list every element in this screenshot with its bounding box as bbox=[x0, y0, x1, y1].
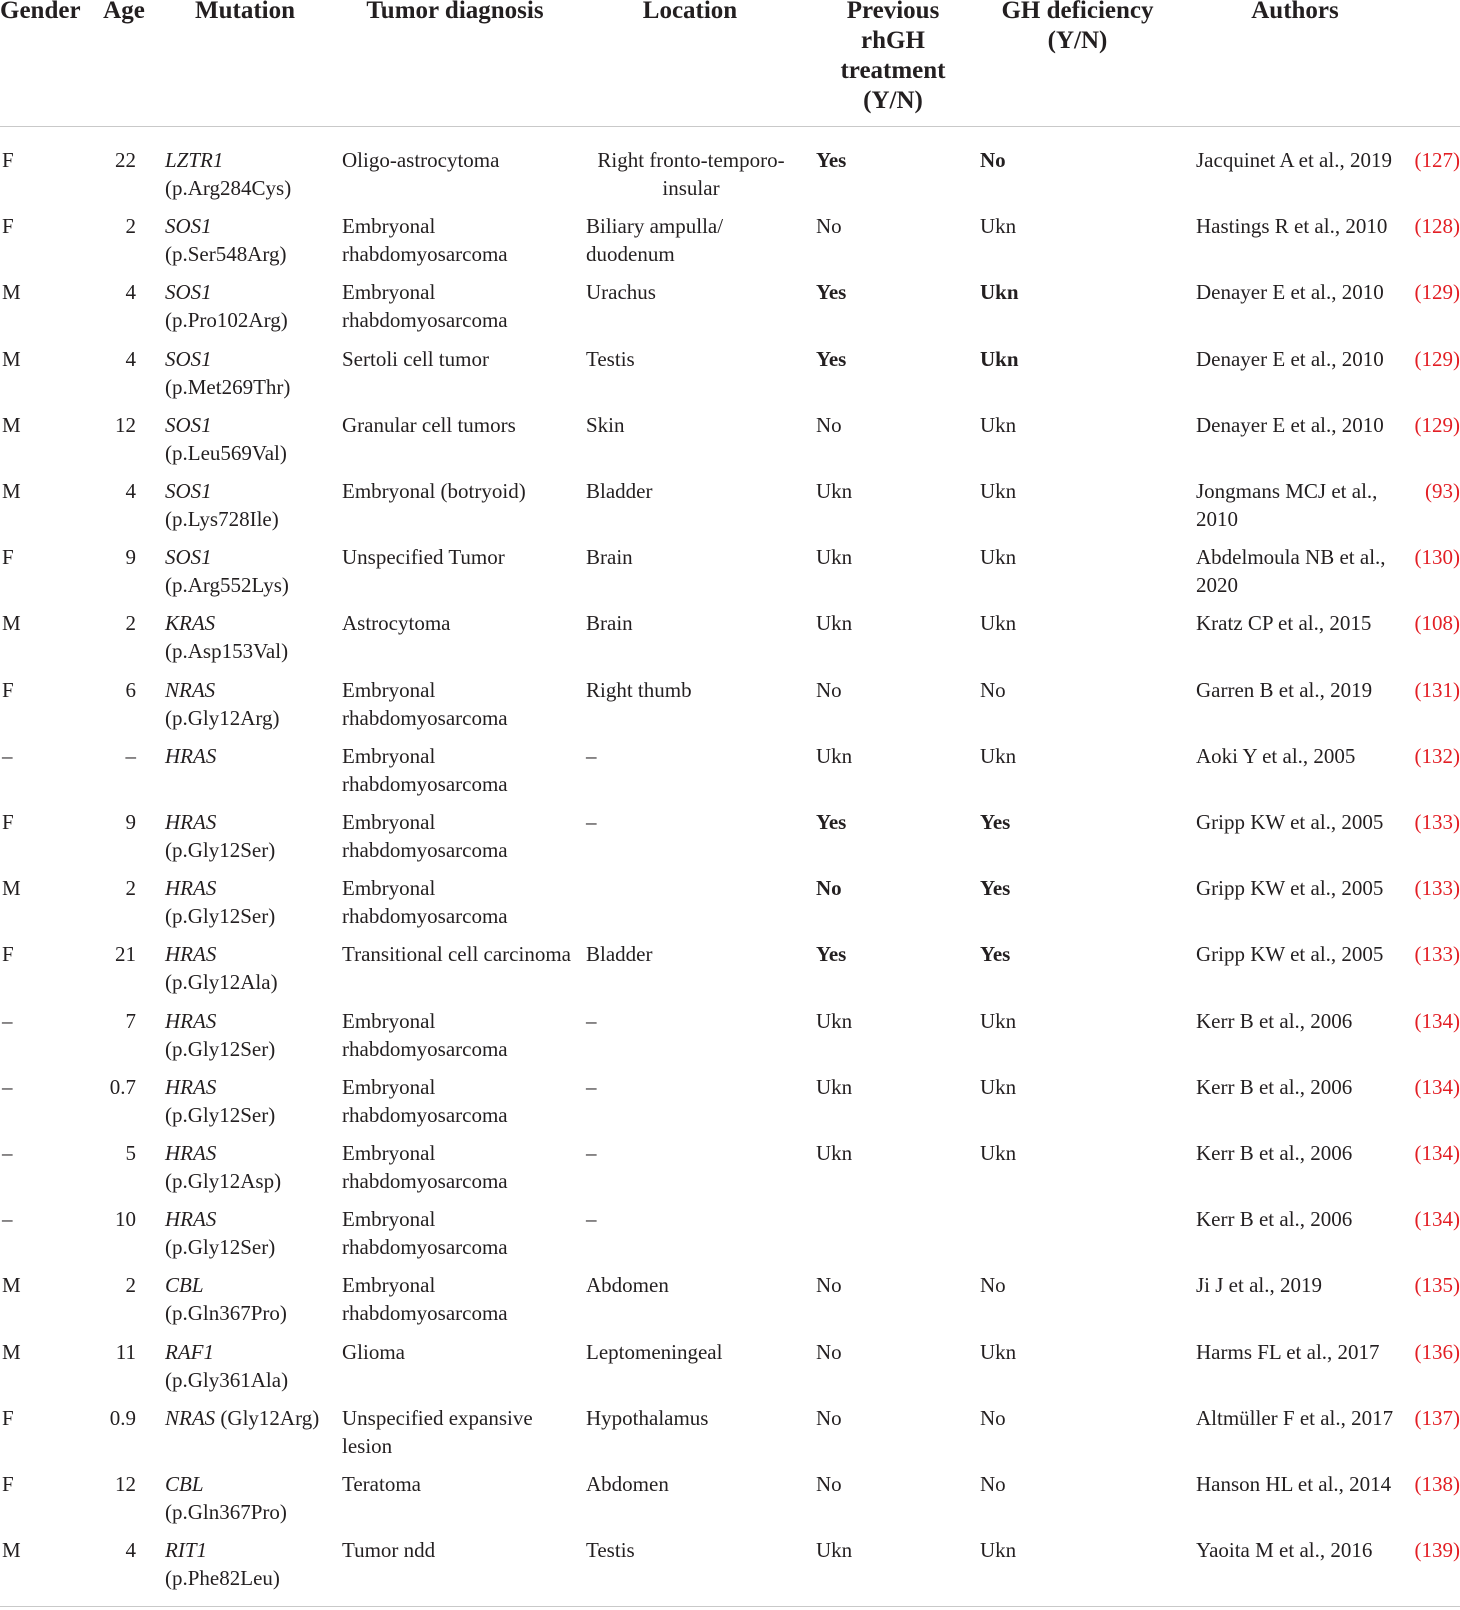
cell-tumor-diagnosis: Embryonal rhabdomyosarcoma bbox=[342, 1207, 508, 1260]
cell-location: Bladder bbox=[586, 942, 653, 967]
table-row bbox=[0, 595, 1460, 664]
table-row bbox=[0, 860, 1460, 929]
protein-variant: (p.Leu569Val) bbox=[165, 440, 287, 465]
cell-tumor-diagnosis: Embryonal rhabdomyosarcoma bbox=[342, 743, 508, 796]
cell-gh-deficiency: No bbox=[980, 148, 1006, 172]
cell-reference: (134) bbox=[1414, 1141, 1460, 1165]
protein-variant: (p.Asp153Val) bbox=[165, 639, 289, 664]
cell-age: 4 bbox=[125, 346, 136, 371]
cell-tumor-diagnosis: Embryonal rhabdomyosarcoma bbox=[342, 1273, 508, 1326]
gene-name: HRAS bbox=[165, 1008, 217, 1033]
bottom-rule bbox=[0, 1606, 1460, 1607]
cell-location: – bbox=[586, 1074, 597, 1099]
cell-tumor-diagnosis: Unspecified Tumor bbox=[342, 545, 505, 570]
header-rule bbox=[0, 126, 1460, 127]
cell-mutation bbox=[165, 1139, 330, 1195]
gene-name: NRAS bbox=[165, 1405, 216, 1430]
gene-name: HRAS bbox=[165, 1141, 217, 1165]
table-row bbox=[0, 463, 1460, 529]
cell-previous-rhgh: No bbox=[816, 1472, 842, 1496]
gene-name: HRAS bbox=[165, 1207, 217, 1232]
cell-mutation bbox=[165, 1536, 330, 1592]
cell-tumor-diagnosis: Tumor ndd bbox=[342, 1538, 436, 1563]
cell-reference: (129) bbox=[1414, 346, 1460, 371]
cell-reference: (129) bbox=[1414, 280, 1460, 305]
protein-variant: (p.Gln367Pro) bbox=[165, 1500, 287, 1524]
cell-gh-deficiency: Ukn bbox=[980, 611, 1017, 636]
protein-variant: (p.Gly12Ser) bbox=[165, 838, 276, 862]
table-row bbox=[0, 529, 1460, 598]
protein-variant: (p.Gly12Ser) bbox=[165, 904, 276, 929]
gene-name: LZTR1 bbox=[165, 148, 224, 172]
cell-authors: Gripp KW et al., 2005 bbox=[1196, 810, 1384, 834]
cell-gh-deficiency: Yes bbox=[980, 942, 1011, 967]
gene-name: SOS1 bbox=[165, 545, 212, 570]
cell-age: 22 bbox=[115, 148, 136, 172]
cell-authors: Altmüller F et al., 2017 bbox=[1196, 1405, 1394, 1430]
cell-mutation bbox=[165, 1205, 330, 1261]
cell-mutation bbox=[165, 874, 330, 930]
cell-mutation bbox=[165, 345, 330, 401]
cell-reference: (127) bbox=[1414, 148, 1460, 172]
cell-tumor-diagnosis: Embryonal rhabdomyosarcoma bbox=[342, 1141, 508, 1193]
cell-mutation bbox=[165, 146, 330, 202]
cell-previous-rhgh: Ukn bbox=[816, 1538, 853, 1563]
cell-age: 9 bbox=[125, 810, 136, 834]
cell-gender: F bbox=[2, 810, 14, 834]
table-row bbox=[0, 198, 1460, 267]
cell-reference: (139) bbox=[1414, 1538, 1460, 1563]
cell-age: 0.9 bbox=[109, 1405, 136, 1430]
cell-gh-deficiency: Ukn bbox=[980, 1339, 1017, 1364]
cell-gender: – bbox=[2, 1207, 13, 1232]
cell-reference: (138) bbox=[1414, 1472, 1460, 1496]
cell-tumor-diagnosis: Teratoma bbox=[342, 1472, 421, 1496]
cell-previous-rhgh: Yes bbox=[816, 810, 847, 834]
cell-location: Urachus bbox=[586, 280, 656, 305]
header-location: Location bbox=[642, 0, 738, 24]
cell-previous-rhgh: Ukn bbox=[816, 1074, 853, 1099]
cell-previous-rhgh: Yes bbox=[816, 148, 847, 172]
cell-authors: Hanson HL et al., 2014 bbox=[1196, 1472, 1392, 1496]
cell-authors: Denayer E et al., 2010 bbox=[1196, 412, 1384, 437]
cell-gender: F bbox=[2, 677, 14, 702]
cell-tumor-diagnosis: Glioma bbox=[342, 1339, 405, 1364]
cell-age: 2 bbox=[125, 1273, 136, 1298]
cell-tumor-diagnosis: Embryonal rhabdomyosarcoma bbox=[342, 280, 508, 333]
cell-reference: (129) bbox=[1414, 412, 1460, 437]
cell-location: – bbox=[586, 743, 597, 768]
table-row bbox=[0, 1191, 1460, 1260]
cell-gender: F bbox=[2, 545, 14, 570]
cell-gh-deficiency: Ukn bbox=[980, 412, 1017, 437]
protein-variant: (p.Ser548Arg) bbox=[165, 242, 287, 267]
gene-name: SOS1 bbox=[165, 479, 212, 503]
cell-previous-rhgh: No bbox=[816, 876, 842, 901]
cell-mutation bbox=[165, 1007, 330, 1063]
cell-gh-deficiency: Ukn bbox=[980, 743, 1017, 768]
protein-variant: (p.Phe82Leu) bbox=[165, 1566, 280, 1591]
cell-authors: Harms FL et al., 2017 bbox=[1196, 1339, 1380, 1364]
table-row bbox=[0, 662, 1460, 728]
protein-variant: (p.Gly12Ser) bbox=[165, 1235, 276, 1260]
cell-mutation bbox=[165, 1271, 330, 1327]
cell-age: 2 bbox=[125, 611, 136, 636]
cell-location: – bbox=[586, 1008, 597, 1033]
cell-tumor-diagnosis: Sertoli cell tumor bbox=[342, 346, 489, 371]
cell-location: Brain bbox=[586, 611, 633, 636]
cell-tumor-diagnosis: Embryonal rhabdomyosarcoma bbox=[342, 810, 508, 862]
cell-authors: Garren B et al., 2019 bbox=[1196, 677, 1373, 702]
cell-previous-rhgh: Ukn bbox=[816, 611, 853, 636]
cell-gh-deficiency: No bbox=[980, 677, 1006, 702]
cell-age: 12 bbox=[115, 412, 136, 437]
table-row bbox=[0, 926, 1460, 995]
cell-authors: Jongmans MCJ et al., 2010 bbox=[1196, 479, 1378, 531]
cell-reference: (137) bbox=[1414, 1405, 1460, 1430]
cell-gender: M bbox=[2, 479, 21, 503]
cell-gh-deficiency: Ukn bbox=[980, 479, 1017, 503]
cell-previous-rhgh: Ukn bbox=[816, 743, 853, 768]
cell-age: 4 bbox=[125, 479, 136, 503]
table-row bbox=[0, 264, 1460, 333]
cell-authors: Gripp KW et al., 2005 bbox=[1196, 942, 1384, 967]
cell-reference: (133) bbox=[1414, 810, 1460, 834]
cell-gh-deficiency: No bbox=[980, 1273, 1006, 1298]
header-previous-rhgh: Previous rhGH treatment (Y/N) bbox=[840, 0, 946, 114]
gene-name: RAF1 bbox=[165, 1339, 214, 1364]
cell-previous-rhgh: No bbox=[816, 1405, 842, 1430]
cell-location: Abdomen bbox=[586, 1472, 669, 1496]
cell-gender: M bbox=[2, 1339, 21, 1364]
cell-previous-rhgh: No bbox=[816, 214, 842, 239]
gene-name: HRAS bbox=[165, 876, 217, 901]
cell-previous-rhgh: Ukn bbox=[816, 1141, 853, 1165]
cell-previous-rhgh: No bbox=[816, 412, 842, 437]
table-row bbox=[0, 1324, 1460, 1390]
cell-previous-rhgh: No bbox=[816, 1273, 842, 1298]
cell-mutation bbox=[165, 411, 330, 467]
table-row bbox=[0, 1390, 1460, 1456]
header-gh-deficiency: GH deficiency (Y/N) bbox=[1001, 0, 1154, 54]
cell-gender: M bbox=[2, 346, 21, 371]
cell-location: Right thumb bbox=[586, 677, 692, 702]
cell-previous-rhgh: Yes bbox=[816, 942, 847, 967]
cell-reference: (134) bbox=[1414, 1207, 1460, 1232]
cell-tumor-diagnosis: Oligo-astrocytoma bbox=[342, 148, 500, 172]
header-authors: Authors bbox=[1251, 0, 1339, 24]
gene-name: CBL bbox=[165, 1273, 204, 1298]
cell-mutation bbox=[165, 1073, 330, 1129]
cell-age: 5 bbox=[125, 1141, 136, 1165]
cell-authors: Kerr B et al., 2006 bbox=[1196, 1207, 1353, 1232]
cell-previous-rhgh: Yes bbox=[816, 346, 847, 371]
cell-gender: – bbox=[2, 1074, 13, 1099]
table-row bbox=[0, 794, 1460, 860]
table-row bbox=[0, 397, 1460, 463]
table-row bbox=[0, 1059, 1460, 1125]
cell-mutation bbox=[165, 1404, 330, 1432]
cell-mutation bbox=[165, 676, 330, 732]
cell-gender: M bbox=[2, 876, 21, 901]
cell-gender: – bbox=[2, 743, 13, 768]
cell-gh-deficiency: Ukn bbox=[980, 1538, 1017, 1563]
gene-name: KRAS bbox=[165, 611, 216, 636]
cell-reference: (131) bbox=[1414, 677, 1460, 702]
cell-authors: Abdelmoula NB et al., 2020 bbox=[1196, 545, 1386, 598]
header-mutation: Mutation bbox=[195, 0, 295, 24]
gene-name: SOS1 bbox=[165, 280, 212, 305]
cell-gh-deficiency: Ukn bbox=[980, 545, 1017, 570]
cell-mutation bbox=[165, 742, 330, 770]
cell-age: 6 bbox=[125, 677, 136, 702]
cell-gender: F bbox=[2, 1405, 14, 1430]
cell-gender: F bbox=[2, 214, 14, 239]
cell-previous-rhgh: Ukn bbox=[816, 479, 853, 503]
cell-location: Abdomen bbox=[586, 1273, 669, 1298]
table-row bbox=[0, 728, 1460, 794]
cell-tumor-diagnosis: Embryonal rhabdomyosarcoma bbox=[342, 1074, 508, 1127]
cell-reference: (136) bbox=[1414, 1339, 1460, 1364]
cell-reference: (134) bbox=[1414, 1008, 1460, 1033]
gene-name: CBL bbox=[165, 1472, 204, 1496]
protein-variant: (p.Gly12Ser) bbox=[165, 1102, 276, 1127]
protein-variant: (p.Met269Thr) bbox=[165, 374, 291, 399]
cell-location: Skin bbox=[586, 412, 625, 437]
cell-tumor-diagnosis: Unspecified expansive lesion bbox=[342, 1405, 533, 1458]
cell-age: 7 bbox=[125, 1008, 136, 1033]
cell-tumor-diagnosis: Transitional cell carcinoma bbox=[342, 942, 571, 967]
cell-age: 9 bbox=[125, 545, 136, 570]
cell-gh-deficiency: Ukn bbox=[980, 1141, 1017, 1165]
cell-authors: Denayer E et al., 2010 bbox=[1196, 280, 1384, 305]
cell-authors: Kerr B et al., 2006 bbox=[1196, 1074, 1353, 1099]
cell-gh-deficiency: Ukn bbox=[980, 346, 1019, 371]
protein-variant: (p.Gly12Ser) bbox=[165, 1036, 276, 1061]
cell-authors: Hastings R et al., 2010 bbox=[1196, 214, 1388, 239]
cell-gh-deficiency: Ukn bbox=[980, 214, 1017, 239]
cell-previous-rhgh: Ukn bbox=[816, 1008, 853, 1033]
cell-mutation bbox=[165, 543, 330, 599]
cell-age: 21 bbox=[115, 942, 136, 967]
cell-previous-rhgh: Ukn bbox=[816, 545, 853, 570]
table-row bbox=[0, 1456, 1460, 1522]
cell-gender: F bbox=[2, 942, 14, 967]
cell-location: Testis bbox=[586, 1538, 635, 1563]
cell-mutation bbox=[165, 1338, 330, 1394]
protein-variant: (p.Pro102Arg) bbox=[165, 308, 288, 333]
cell-age: 4 bbox=[125, 280, 136, 305]
header-tumor-diagnosis: Tumor diagnosis bbox=[366, 0, 544, 24]
gene-name: HRAS bbox=[165, 1074, 217, 1099]
cell-authors: Ji J et al., 2019 bbox=[1196, 1273, 1322, 1298]
cell-location: – bbox=[586, 1141, 597, 1165]
cell-gender: F bbox=[2, 148, 14, 172]
cell-tumor-diagnosis: Embryonal rhabdomyosarcoma bbox=[342, 677, 508, 730]
cell-reference: (135) bbox=[1414, 1273, 1460, 1298]
cell-gh-deficiency: No bbox=[980, 1472, 1006, 1496]
protein-variant: (p.Arg284Cys) bbox=[165, 176, 292, 200]
cell-authors: Gripp KW et al., 2005 bbox=[1196, 876, 1384, 901]
cell-mutation bbox=[165, 212, 330, 268]
cell-authors: Aoki Y et al., 2005 bbox=[1196, 743, 1356, 768]
cell-age: 4 bbox=[125, 1538, 136, 1563]
cell-tumor-diagnosis: Embryonal rhabdomyosarcoma bbox=[342, 214, 508, 267]
table-row bbox=[0, 132, 1460, 198]
cell-mutation bbox=[165, 1470, 330, 1526]
header-gender: Gender bbox=[0, 0, 81, 24]
cell-gender: M bbox=[2, 611, 21, 636]
cell-tumor-diagnosis: Embryonal (botryoid) bbox=[342, 479, 526, 503]
cell-age: 11 bbox=[115, 1339, 136, 1364]
cell-previous-rhgh: No bbox=[816, 677, 842, 702]
cell-gender: M bbox=[2, 1538, 21, 1563]
protein-variant: (p.Arg552Lys) bbox=[165, 573, 289, 598]
gene-name: HRAS bbox=[165, 743, 217, 768]
cell-age: 10 bbox=[115, 1207, 136, 1232]
cell-mutation bbox=[165, 477, 330, 533]
cell-location: Testis bbox=[586, 346, 635, 371]
cell-age: – bbox=[125, 743, 136, 768]
cell-gh-deficiency: Ukn bbox=[980, 1074, 1017, 1099]
protein-variant: (p.Gly12Arg) bbox=[165, 705, 280, 730]
protein-variant: (p.Gly12Ala) bbox=[165, 970, 278, 995]
cell-previous-rhgh: No bbox=[816, 1339, 842, 1364]
gene-name: SOS1 bbox=[165, 346, 212, 371]
cell-previous-rhgh: Yes bbox=[816, 280, 847, 305]
cell-reference: (133) bbox=[1414, 876, 1460, 901]
cell-authors: Yaoita M et al., 2016 bbox=[1196, 1538, 1373, 1563]
cell-age: 2 bbox=[125, 876, 136, 901]
table-row bbox=[0, 1125, 1460, 1191]
cell-location: Right fronto-temporo-insular bbox=[597, 148, 785, 200]
protein-variant: (p.Gly361Ala) bbox=[165, 1367, 289, 1392]
cell-location: – bbox=[586, 1207, 597, 1232]
cell-gender: M bbox=[2, 280, 21, 305]
cell-authors: Kerr B et al., 2006 bbox=[1196, 1141, 1353, 1165]
cell-location: Bladder bbox=[586, 479, 653, 503]
cell-age: 12 bbox=[115, 1472, 136, 1496]
cell-reference: (93) bbox=[1425, 479, 1460, 503]
gene-name: HRAS bbox=[165, 810, 217, 834]
cell-tumor-diagnosis: Astrocytoma bbox=[342, 611, 451, 636]
protein-variant: (Gly12Arg) bbox=[215, 1405, 320, 1430]
cell-gh-deficiency: Ukn bbox=[980, 1008, 1017, 1033]
cell-location: – bbox=[586, 810, 597, 834]
table-row bbox=[0, 1522, 1460, 1591]
cell-gh-deficiency: Yes bbox=[980, 876, 1011, 901]
cell-mutation bbox=[165, 609, 330, 665]
cell-authors: Jacquinet A et al., 2019 bbox=[1196, 148, 1392, 172]
cell-gender: M bbox=[2, 412, 21, 437]
cell-tumor-diagnosis: Embryonal rhabdomyosarcoma bbox=[342, 1008, 508, 1061]
gene-name: RIT1 bbox=[165, 1538, 207, 1563]
header-age: Age bbox=[103, 0, 145, 24]
cell-authors: Kerr B et al., 2006 bbox=[1196, 1008, 1353, 1033]
cell-tumor-diagnosis: Granular cell tumors bbox=[342, 412, 516, 437]
cell-reference: (128) bbox=[1414, 214, 1460, 239]
cell-mutation bbox=[165, 940, 330, 996]
gene-name: SOS1 bbox=[165, 214, 212, 239]
cell-gender: F bbox=[2, 1472, 14, 1496]
protein-variant: (p.Lys728Ile) bbox=[165, 507, 279, 531]
cell-authors: Kratz CP et al., 2015 bbox=[1196, 611, 1372, 636]
cell-gender: M bbox=[2, 1273, 21, 1298]
gene-name: NRAS bbox=[165, 677, 216, 702]
cell-age: 2 bbox=[125, 214, 136, 239]
cell-gh-deficiency: Ukn bbox=[980, 280, 1019, 305]
cell-reference: (108) bbox=[1414, 611, 1460, 636]
cell-gh-deficiency: Yes bbox=[980, 810, 1011, 834]
cell-location: Biliary ampulla/ duodenum bbox=[586, 214, 724, 267]
table-row bbox=[0, 331, 1460, 397]
cell-gh-deficiency: No bbox=[980, 1405, 1006, 1430]
cell-reference: (134) bbox=[1414, 1074, 1460, 1099]
cell-location: Leptomeningeal bbox=[586, 1339, 723, 1364]
cell-mutation bbox=[165, 278, 330, 334]
cell-authors: Denayer E et al., 2010 bbox=[1196, 346, 1384, 371]
cell-gender: – bbox=[2, 1008, 13, 1033]
cell-reference: (133) bbox=[1414, 942, 1460, 967]
cell-mutation bbox=[165, 808, 330, 864]
cell-location: Hypothalamus bbox=[586, 1405, 709, 1430]
gene-name: SOS1 bbox=[165, 412, 212, 437]
protein-variant: (p.Gln367Pro) bbox=[165, 1301, 287, 1326]
table-row bbox=[0, 1257, 1460, 1326]
cell-tumor-diagnosis: Embryonal rhabdomyosarcoma bbox=[342, 876, 508, 929]
cell-age: 0.7 bbox=[109, 1074, 136, 1099]
cell-location: Brain bbox=[586, 545, 633, 570]
cell-gender: – bbox=[2, 1141, 13, 1165]
gene-name: HRAS bbox=[165, 942, 217, 967]
table-row bbox=[0, 993, 1460, 1059]
table-header bbox=[0, 0, 1460, 128]
cell-reference: (132) bbox=[1414, 743, 1460, 768]
cell-reference: (130) bbox=[1414, 545, 1460, 570]
protein-variant: (p.Gly12Asp) bbox=[165, 1169, 282, 1193]
